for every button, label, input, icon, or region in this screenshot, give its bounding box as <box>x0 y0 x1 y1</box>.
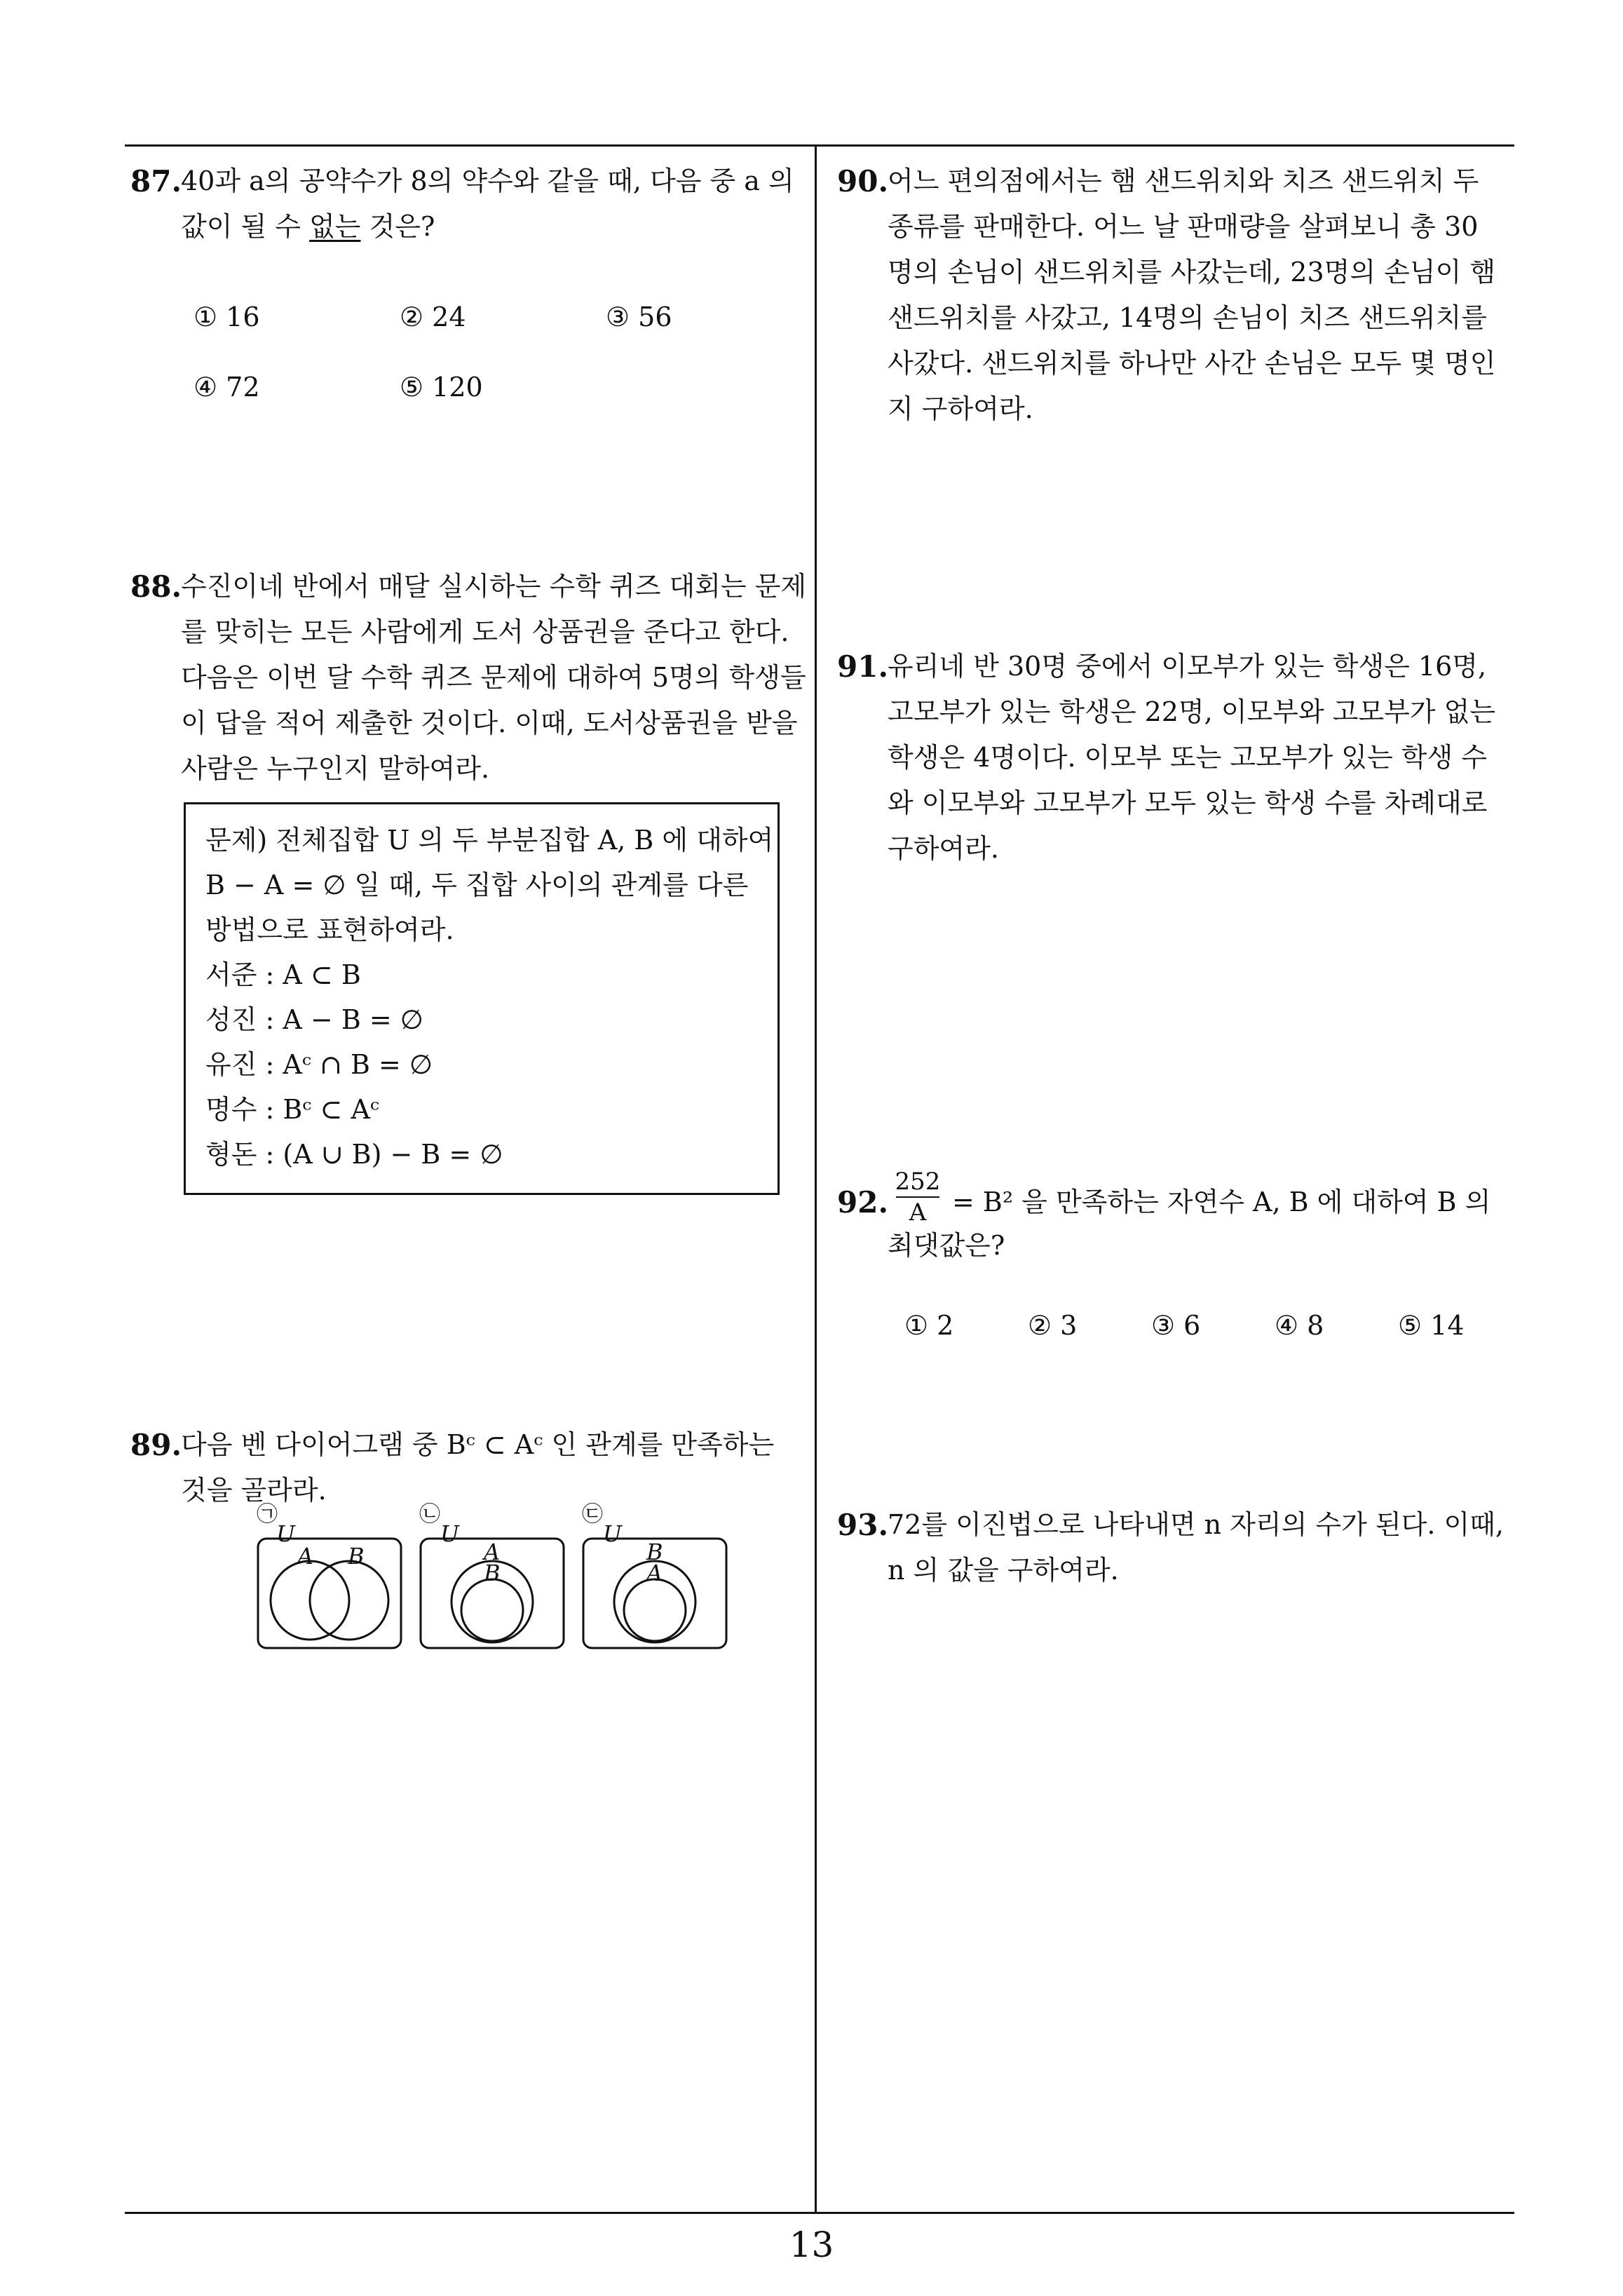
question-text: 것을 골라라. <box>181 1475 327 1506</box>
set-a-label: A <box>646 1560 663 1586</box>
question-text: 다음은 이번 달 수학 퀴즈 문제에 대하여 5명의 학생들 <box>181 662 806 693</box>
set-b-label: B <box>484 1560 501 1586</box>
problem-box <box>184 802 780 1195</box>
question-number: 88. <box>130 569 182 604</box>
question-text: 고모부가 있는 학생은 22명, 이모부와 고모부가 없는 <box>888 696 1496 727</box>
diagram-mark: ㉡ <box>419 1502 440 1527</box>
question-text: 어느 편의점에서는 햄 샌드위치와 치즈 샌드위치 두 <box>888 166 1479 196</box>
question-number: 91. <box>837 649 889 684</box>
venn-diagram-3 <box>582 1497 729 1651</box>
option-5[interactable]: ⑤ 120 <box>400 372 483 403</box>
question-text: 값이 될 수 없는 것은? <box>181 211 435 242</box>
set-b-label: B <box>348 1543 365 1569</box>
question-number: 93. <box>837 1508 889 1542</box>
question-number: 89. <box>130 1428 182 1462</box>
universal-label: U <box>603 1520 622 1547</box>
question-87 <box>130 158 803 250</box>
question-text: = B² 을 만족하는 자연수 A, B 에 대하여 B 의 <box>952 1187 1491 1217</box>
question-text: 72를 이진법으로 나타내면 n 자리의 수가 된다. 이때, <box>888 1509 1504 1540</box>
box-line: 형돈 : (A ∪ B) − B = ∅ <box>205 1139 503 1170</box>
question-text: 이 답을 적어 제출한 것이다. 이때, 도서상품권을 받을 <box>181 708 798 738</box>
option-3[interactable]: ③ 56 <box>606 302 672 332</box>
fraction-denominator: A <box>909 1198 927 1227</box>
box-line: 문제) 전체집합 U 의 두 부분집합 A, B 에 대하여 <box>205 825 774 856</box>
question-text: 40과 a의 공약수가 8의 약수와 같을 때, 다음 중 a 의 <box>181 166 794 196</box>
question-text: 수진이네 반에서 매달 실시하는 수학 퀴즈 대회는 문제 <box>181 571 807 602</box>
question-number: 92. <box>837 1185 889 1220</box>
question-93 <box>837 1502 1510 1593</box>
box-line: 유진 : Aᶜ ∩ B = ∅ <box>205 1049 433 1080</box>
option-2[interactable]: ② 3 <box>1028 1310 1078 1341</box>
universal-label: U <box>440 1520 459 1547</box>
diagram-mark: ㉠ <box>257 1502 278 1527</box>
fraction-numerator: 252 <box>895 1168 941 1196</box>
option-2[interactable]: ② 24 <box>400 302 466 332</box>
venn-diagram-1 <box>257 1497 404 1651</box>
question-text: 지 구하여라. <box>888 393 1033 424</box>
question-text: 학생은 4명이다. 이모부 또는 고모부가 있는 학생 수 <box>888 742 1487 773</box>
question-text: 샌드위치를 사갔고, 14명의 손님이 치즈 샌드위치를 <box>888 302 1487 333</box>
box-line: 서준 : A ⊂ B <box>205 959 361 990</box>
question-88 <box>130 564 807 792</box>
column-divider <box>815 144 817 2213</box>
question-number: 90. <box>837 164 889 198</box>
question-text: 종류를 판매한다. 어느 날 판매량을 살펴보니 총 30 <box>888 211 1479 242</box>
venn-diagram-2 <box>419 1497 566 1651</box>
box-line: 방법으로 표현하여라. <box>205 914 454 945</box>
question-text: 명의 손님이 샌드위치를 사갔는데, 23명의 손님이 햄 <box>888 257 1496 288</box>
question-number: 87. <box>130 164 182 198</box>
fraction <box>893 1168 942 1226</box>
box-line: B − A = ∅ 일 때, 두 집합 사이의 관계를 다른 <box>205 870 749 900</box>
option-3[interactable]: ③ 6 <box>1151 1310 1201 1341</box>
option-4[interactable]: ④ 72 <box>193 372 260 403</box>
question-91 <box>837 644 1510 872</box>
set-b-label: B <box>646 1539 663 1565</box>
set-a-label: A <box>297 1543 314 1569</box>
question-text: 를 맞히는 모든 사람에게 도서 상품권을 준다고 한다. <box>181 616 789 647</box>
question-text: 사갔다. 샌드위치를 하나만 사간 손님은 모두 몇 명인 <box>888 348 1496 379</box>
diagram-mark: ㉢ <box>582 1502 603 1527</box>
option-4[interactable]: ④ 8 <box>1275 1310 1324 1341</box>
question-90 <box>837 158 1510 432</box>
box-line: 명수 : Bᶜ ⊂ Aᶜ <box>205 1094 380 1125</box>
universal-label: U <box>276 1520 295 1547</box>
question-text: 다음 벤 다이어그램 중 Bᶜ ⊂ Aᶜ 인 관계를 만족하는 <box>181 1429 775 1460</box>
question-text: 구하여라. <box>888 833 999 864</box>
question-text: 유리네 반 30명 중에서 이모부가 있는 학생은 16명, <box>888 651 1487 682</box>
option-1[interactable]: ① 16 <box>193 302 260 332</box>
question-text: 사람은 누구인지 말하여라. <box>181 753 490 784</box>
option-1[interactable]: ① 2 <box>904 1310 954 1341</box>
question-text: 최댓값은? <box>888 1230 1005 1261</box>
bottom-rule <box>125 2212 1514 2214</box>
top-rule <box>125 144 1514 147</box>
question-text: 와 이모부와 고모부가 모두 있는 학생 수를 차례대로 <box>888 788 1488 818</box>
option-5[interactable]: ⑤ 14 <box>1398 1310 1465 1341</box>
page-number: 13 <box>789 2224 834 2265</box>
set-a-label: A <box>484 1539 501 1565</box>
question-text: n 의 값을 구하여라. <box>888 1555 1119 1586</box>
box-line: 성진 : A − B = ∅ <box>205 1004 423 1035</box>
